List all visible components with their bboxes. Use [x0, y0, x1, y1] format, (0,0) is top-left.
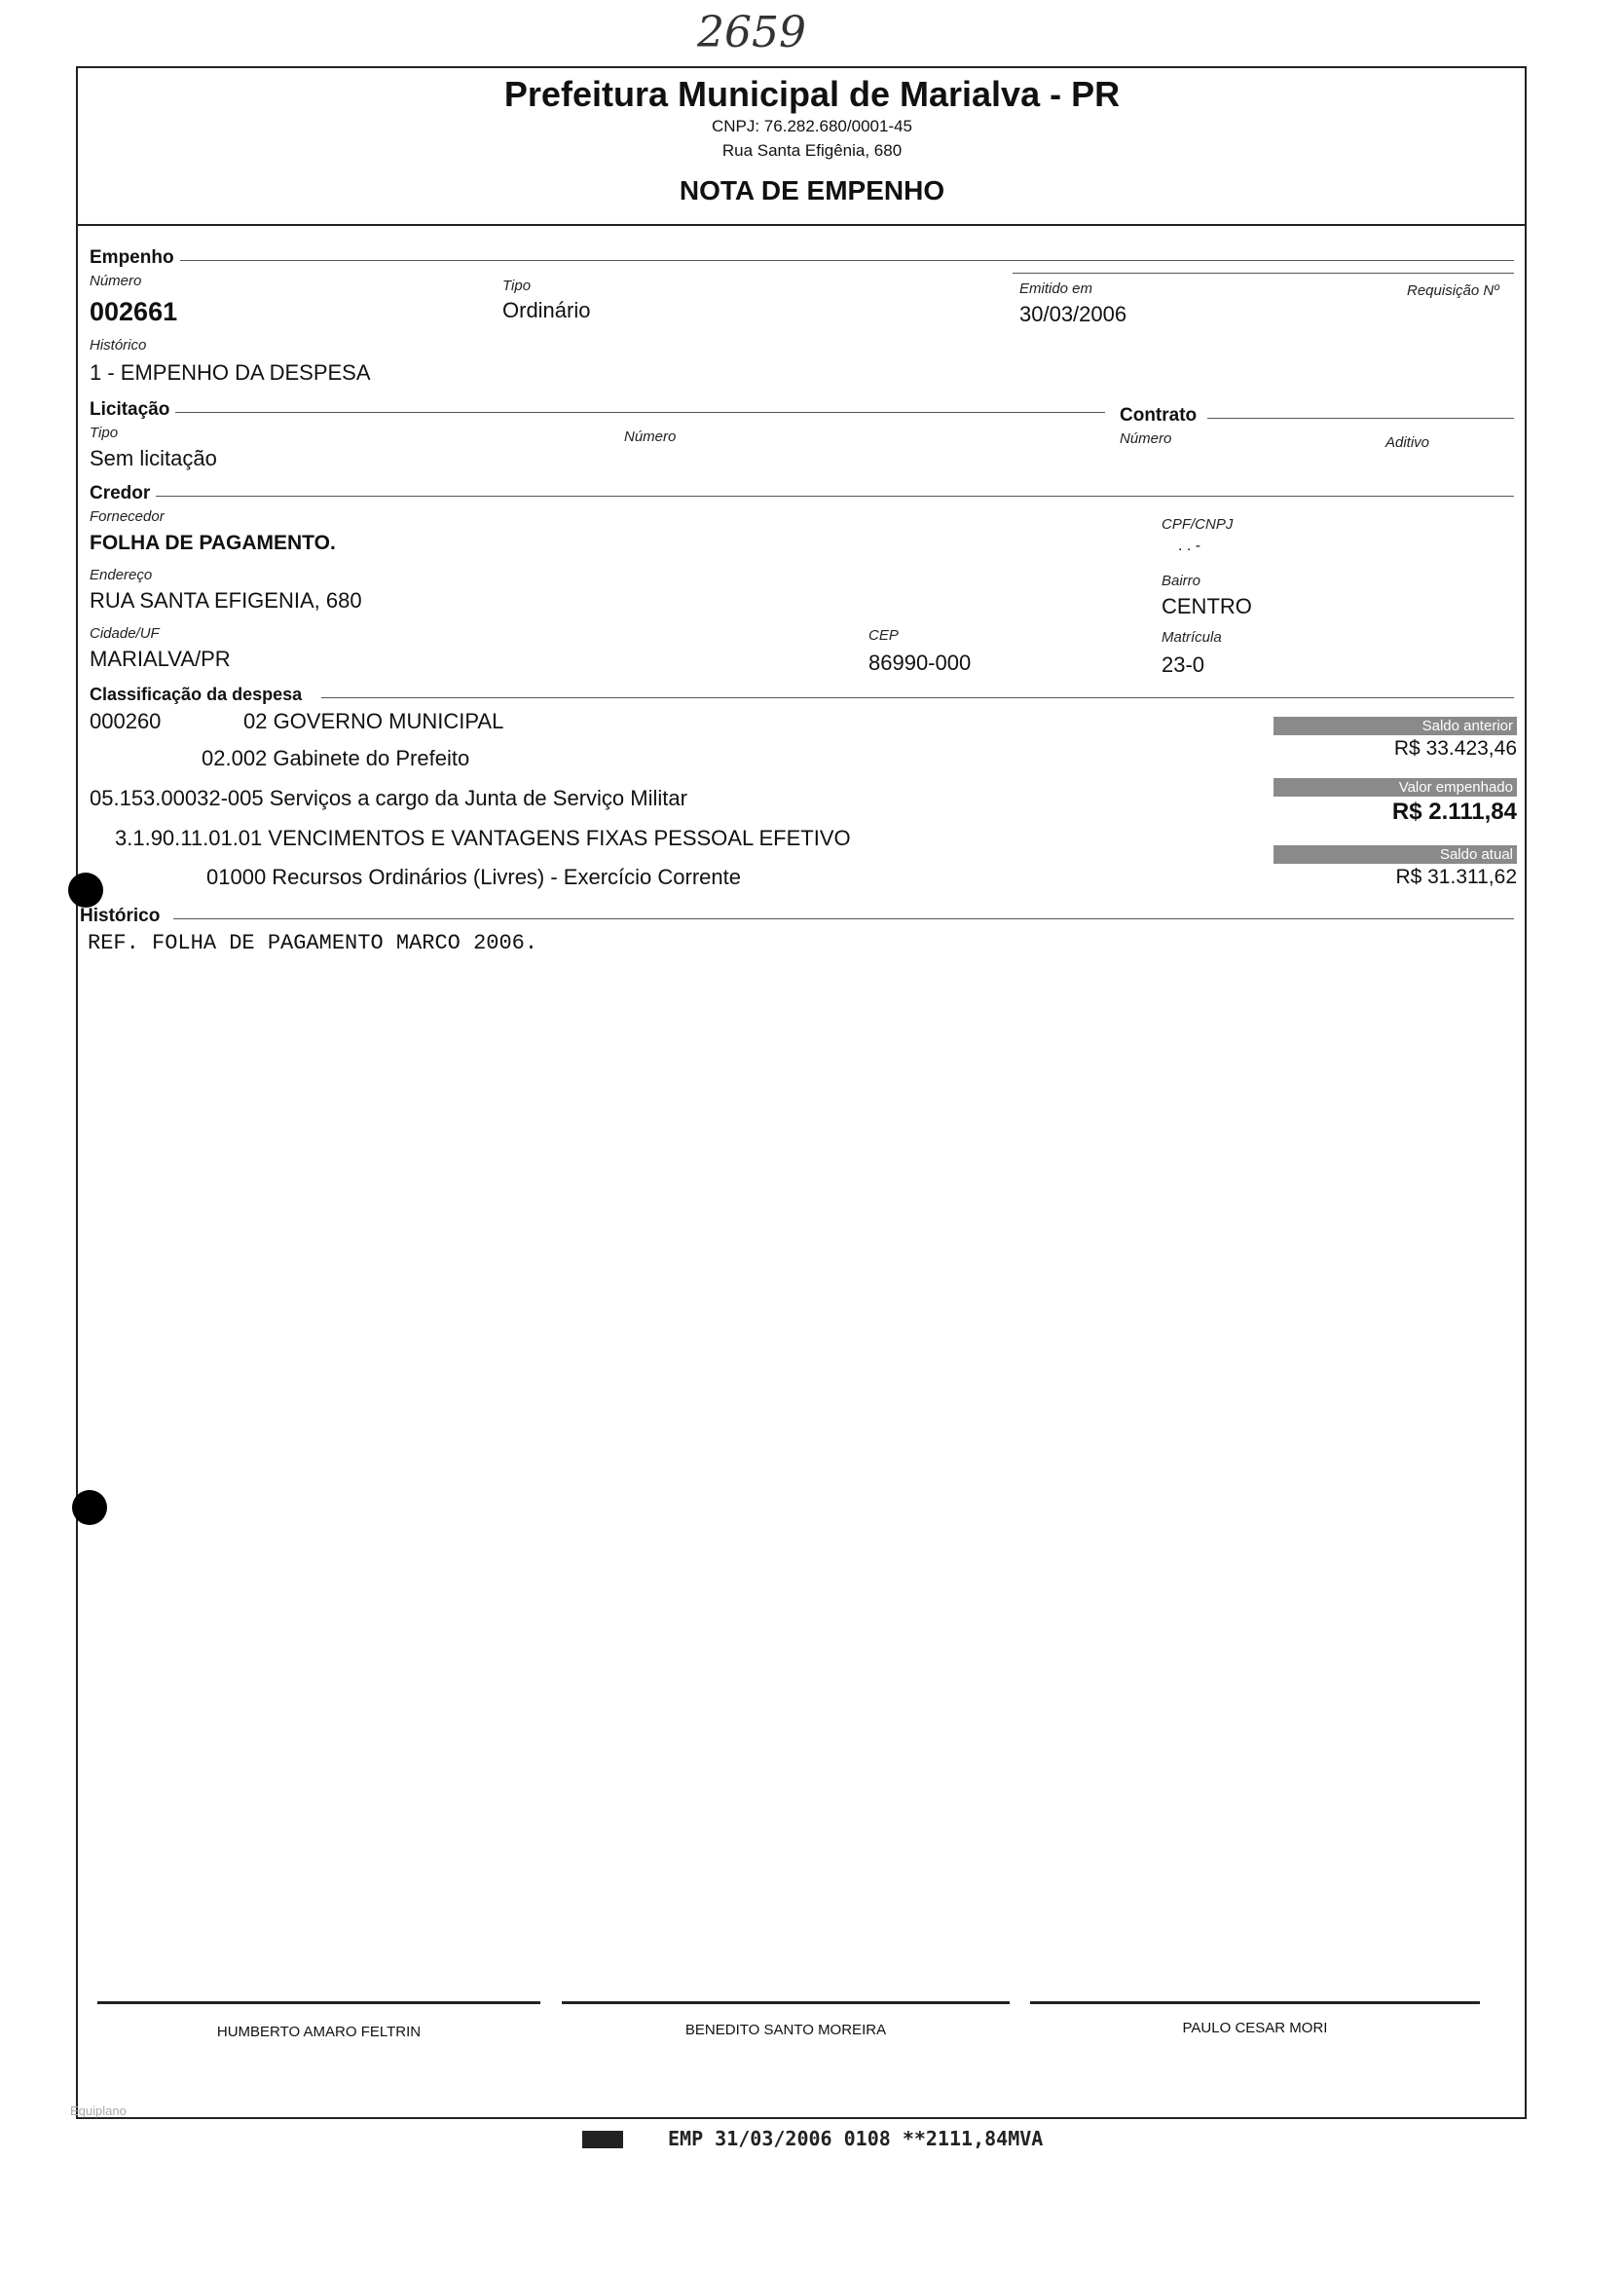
class-line3: 05.153.00032-005 Serviços a cargo da Junta de Serviço Militar — [90, 786, 687, 810]
section-empenho: Empenho — [90, 247, 174, 268]
page-title: Prefeitura Municipal de Marialva - PR — [503, 74, 1121, 114]
matricula-label: Matrícula — [1162, 629, 1222, 646]
licitacao-rule — [175, 412, 1105, 413]
class-line4: 3.1.90.11.01.01 VENCIMENTOS E VANTAGENS FIXAS PESSOAL EFETIVO — [115, 826, 851, 850]
historico-text: REF. FOLHA DE PAGAMENTO MARCO 2006. — [88, 931, 538, 955]
cpf-value: . . - — [1178, 538, 1201, 554]
empenho-rule — [180, 260, 1514, 261]
valor-empenhado-label: Valor empenhado — [1273, 778, 1517, 797]
section-historico: Histórico — [80, 906, 161, 926]
signature-name-2: BENEDITO SANTO MOREIRA — [684, 2022, 887, 2038]
requisicao-label: Requisição Nº — [1407, 282, 1499, 299]
credor-rule — [156, 496, 1514, 497]
class-code: 000260 — [90, 709, 162, 733]
endereco-label: Endereço — [90, 567, 153, 583]
valor-empenhado: R$ 2.111,84 — [1391, 799, 1517, 825]
signature-line-2 — [562, 2001, 1010, 2004]
punch-hole-top — [68, 873, 103, 908]
licitacao-tipo: Sem licitação — [90, 446, 217, 470]
punch-hole-bottom — [72, 1490, 107, 1525]
contrato-rule — [1207, 418, 1514, 419]
signature-name-3: PAULO CESAR MORI — [1182, 2020, 1328, 2036]
licitacao-numero-label: Número — [624, 428, 677, 445]
class-line5: 01000 Recursos Ordinários (Livres) - Exercício Corrente — [206, 865, 741, 889]
handwritten-number: 2659 — [697, 8, 806, 57]
historico-empenho-label: Histórico — [90, 337, 147, 354]
historico-empenho: 1 - EMPENHO DA DESPESA — [90, 360, 371, 385]
cnpj: CNPJ: 76.282.680/0001-45 — [711, 117, 913, 135]
licitacao-tipo-label: Tipo — [90, 425, 119, 441]
historico-rule — [173, 918, 1514, 919]
cidade: MARIALVA/PR — [90, 647, 231, 671]
validation-stamp: EMP 31/03/2006 0108 **2111,84MVA — [668, 2127, 1044, 2150]
section-contrato: Contrato — [1120, 405, 1198, 426]
empenho-tipo: Ordinário — [502, 298, 591, 322]
contrato-aditivo-label: Aditivo — [1385, 434, 1430, 451]
classificacao-rule — [321, 697, 1514, 698]
class-line1: 02 GOVERNO MUNICIPAL — [243, 709, 504, 733]
contrato-numero-label: Número — [1120, 430, 1172, 447]
saldo-anterior-label: Saldo anterior — [1273, 717, 1517, 735]
cep: 86990-000 — [868, 651, 972, 675]
doc-title: NOTA DE EMPENHO — [679, 175, 945, 205]
bairro-label: Bairro — [1162, 573, 1201, 589]
signature-name-1: HUMBERTO AMARO FELTRIN — [216, 2024, 422, 2040]
class-line2: 02.002 Gabinete do Prefeito — [202, 746, 470, 770]
section-credor: Credor — [90, 483, 151, 503]
section-classificacao: Classificação da despesa — [90, 685, 303, 704]
cep-label: CEP — [868, 627, 899, 644]
signature-line-3 — [1030, 2001, 1480, 2004]
bairro: CENTRO — [1162, 594, 1252, 618]
fornecedor: FOLHA DE PAGAMENTO. — [90, 532, 336, 554]
saldo-atual-label: Saldo atual — [1273, 845, 1517, 864]
cpf-label: CPF/CNPJ — [1162, 516, 1234, 533]
address: Rua Santa Efigênia, 680 — [721, 141, 903, 160]
empenho-tipo-label: Tipo — [502, 278, 532, 294]
saldo-atual: R$ 31.311,62 — [1395, 866, 1517, 888]
empenho-rule-2 — [1013, 273, 1514, 274]
empenho-numero: 002661 — [90, 297, 178, 326]
emitido-label: Emitido em — [1019, 280, 1093, 297]
header-divider — [76, 224, 1527, 226]
matricula: 23-0 — [1162, 652, 1205, 677]
cidade-label: Cidade/UF — [90, 625, 160, 642]
emitido-date: 30/03/2006 — [1019, 302, 1127, 326]
fornecedor-label: Fornecedor — [90, 508, 165, 525]
footer-software: Equiplano — [70, 2103, 127, 2118]
empenho-numero-label: Número — [90, 273, 142, 289]
stamp-icon — [582, 2131, 623, 2148]
endereco: RUA SANTA EFIGENIA, 680 — [90, 588, 362, 613]
section-licitacao: Licitação — [90, 399, 170, 420]
signature-line-1 — [97, 2001, 540, 2004]
saldo-anterior: R$ 33.423,46 — [1393, 737, 1517, 760]
